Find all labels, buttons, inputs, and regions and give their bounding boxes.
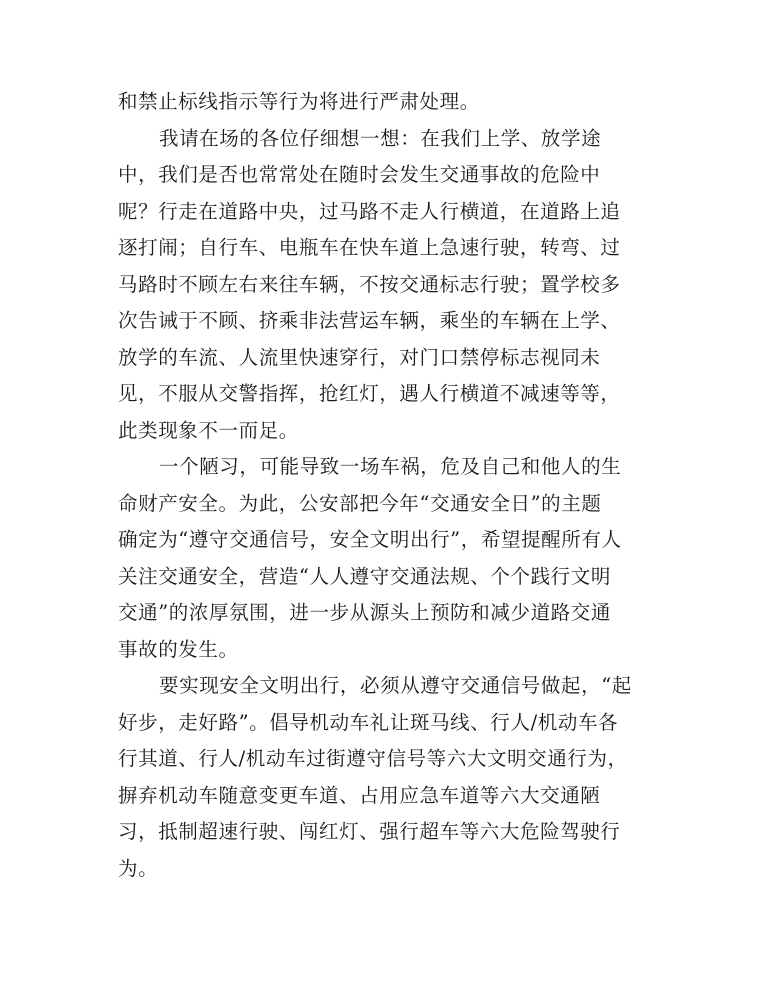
text-line: 习，抵制超速行驶、闯红灯、强行超车等六大危险驾驶行 bbox=[118, 820, 621, 843]
text-line: 好步，走好路”。倡导机动车礼让斑马线、行人/机动车各 bbox=[118, 710, 619, 734]
text-line: 中，我们是否也常常处在随时会发生交通事故的危险中 bbox=[118, 163, 601, 186]
text-line: 马路时不顾左右来往车辆，不按交通标志行驶；置学校多 bbox=[118, 272, 621, 296]
text-line: 次告诫于不顾、挤乘非法营运车辆，乘坐的车辆在上学、 bbox=[118, 309, 621, 332]
text-line: 事故的发生。 bbox=[118, 637, 239, 661]
text-line: 此类现象不一而足。 bbox=[118, 418, 299, 442]
paragraph-first-line: 要实现安全文明出行，必须从遵守交通信号做起，“起 bbox=[159, 674, 632, 697]
text-line: 逐打闹；自行车、电瓶车在快车道上急速行驶，转弯、过 bbox=[118, 236, 621, 259]
paragraph-first-line: 一个陋习，可能导致一场车祸，危及自己和他人的生 bbox=[159, 455, 622, 478]
text-line: 和禁止标线指示等行为将进行严肃处理。 bbox=[118, 90, 480, 113]
text-line: 确定为“遵守交通信号，安全文明出行”，希望提醒所有人 bbox=[118, 528, 622, 551]
text-line: 关注交通安全，营造“人人遵守交通法规、个个践行文明 bbox=[118, 564, 611, 588]
text-line: 见，不服从交警指挥，抢红灯，遇人行横道不减速等等， bbox=[118, 382, 621, 405]
text-line: 摒弃机动车随意变更车道、占用应急车道等六大交通陋 bbox=[118, 783, 601, 807]
text-line: 放学的车流、人流里快速穿行，对门口禁停标志视同未 bbox=[118, 345, 601, 369]
paragraph-first-line: 我请在场的各位仔细想一想：在我们上学、放学途 bbox=[159, 126, 602, 150]
text-line: 呢？行走在道路中央，过马路不走人行横道，在道路上追 bbox=[118, 199, 621, 223]
text-line: 为。 bbox=[118, 856, 159, 880]
body-text bbox=[118, 84, 648, 887]
text-line: 行其道、行人/机动车过街遵守信号等六大文明交通行为， bbox=[118, 747, 628, 770]
text-line: 命财产安全。为此，公安部把今年“交通安全日”的主题 bbox=[118, 491, 602, 515]
text-line: 交通”的浓厚氛围，进一步从源头上预防和减少道路交通 bbox=[118, 601, 611, 624]
